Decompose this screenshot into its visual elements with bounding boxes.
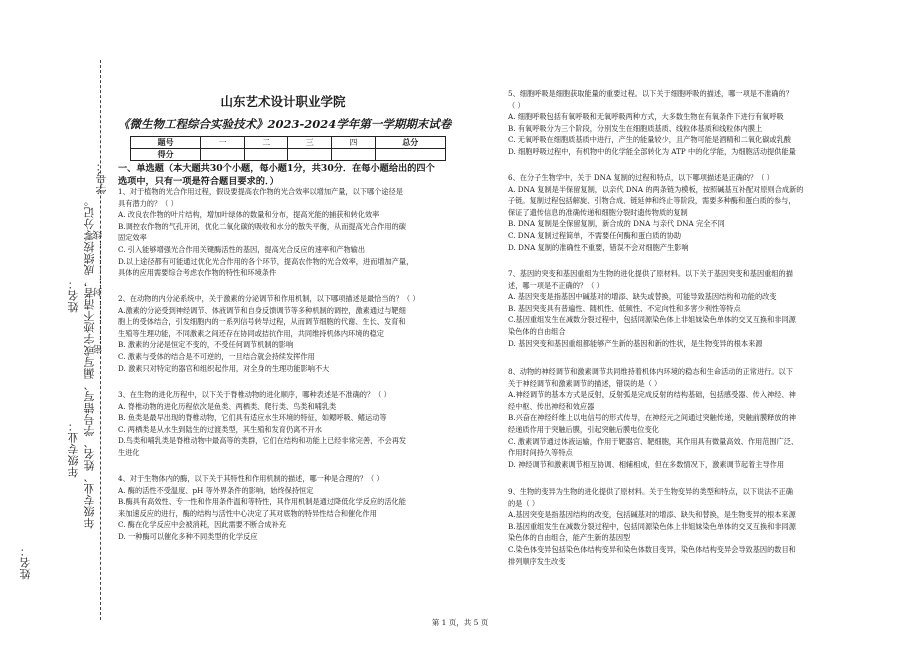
- question-line: 的是（ ）: [508, 498, 540, 508]
- question-line: A. DNA 复制是半保留复制，以亲代 DNA 的两条链为模板，按照碱基互补配对原则合成新的: [508, 184, 804, 194]
- school-name: 山东艺术设计职业学院: [220, 94, 346, 109]
- question-stem: 1、对于植物的光合作用过程，假设要提高农作物的光合效率以增加产量，以下哪个途径是: [118, 187, 403, 196]
- question-block: [508, 88, 838, 158]
- score-row-label: 得分: [131, 149, 201, 161]
- binding-strip: [0, 0, 115, 651]
- question-stem: 4、对于生物体内的酶，以下关于其特性和作用机制的描述，哪一种是合理的？（ ）: [118, 474, 384, 483]
- question-block: [508, 268, 838, 349]
- score-header-cell: 题号: [131, 137, 201, 149]
- question-stem: 8、动物的神经调节和激素调节共同维持着机体内环境的稳态和生命活动的正常进行。以下: [508, 367, 793, 376]
- question-line: C.基因重组发生在减数分裂过程中，包括同源染色体上非姐妹染色单体的交叉互换和非同源: [508, 315, 796, 325]
- question-line: B. 有氧呼吸分为三个阶段，分别发生在细胞质基质、线粒体基质和线粒体内膜上: [508, 123, 763, 133]
- question-block: [508, 366, 838, 470]
- question-line: D. 激素只对特定的器官和组织起作用，对全身的生理功能影响不大: [118, 363, 330, 373]
- question-line: 述，哪一项是不正确的？（ ）: [508, 280, 604, 290]
- question-line: D. 一种酶可以催化多种不同类型的化学反应: [118, 531, 258, 541]
- question-line: B.调控农作物的气孔开闭，优化二氧化碳的吸收和水分的散失平衡，从而提高光合作用的碳: [118, 221, 406, 231]
- question-line: 胞上的受体结合，引发细胞内的一系列信号转导过程，从而调节细胞的代谢、生长、发育和: [118, 317, 406, 327]
- section-heading-line: 选项中，只有一项是符合题目要求的．）: [118, 176, 279, 187]
- score-header-cell: 一: [201, 137, 245, 149]
- question-block: [508, 486, 838, 567]
- question-line: 具体的应用需要综合考虑农作物的特性和环境条件: [118, 268, 277, 278]
- question-line: C. 激素与受体的结合是不可逆的，一旦结合就会持续发挥作用: [118, 351, 315, 361]
- score-header-cell: 四: [332, 137, 376, 149]
- question-line: 生进化: [118, 447, 140, 457]
- question-line: C. 酶在化学反应中会被消耗，因此需要不断合成补充: [118, 520, 286, 530]
- question-stem: 6、在分子生物学中，关于 DNA 复制的过程和特点，以下哪项描述是正确的？（ ）: [508, 173, 774, 182]
- question-line: A. 基因突变是指基因中碱基对的增添、缺失或替换，可能导致基因结构和功能的改变: [508, 292, 777, 302]
- question-stem: 9、生物的变异为生物的进化提供了原材料。关于生物变异的类型和特点，以下说法不正确: [508, 487, 793, 496]
- question-line: C. 引入能够增强光合作用关键酶活性的基因，提高光合反应的速率和产物输出: [118, 244, 366, 254]
- question-line: C. DNA 复制过程简单，不需要任何酶和蛋白质的协助: [508, 230, 682, 240]
- question-line: 固定效率: [118, 233, 147, 243]
- question-line: B. 基因突变具有普遍性、随机性、低频性、不定向性和多害少利性等特点: [508, 303, 741, 313]
- seal-line-text: 密……………封……………线: [94, 230, 104, 354]
- question-line: 保证了遗传信息的准确传递和细胞分裂时遗传物质的复制: [508, 207, 688, 217]
- name-label: 姓名：: [67, 278, 80, 313]
- exam-title: 《微生物工程综合实验技术》2023-2024学年第一学期期末试卷: [118, 117, 452, 131]
- question-line: C. 无氧呼吸在细胞质基质中进行，产生的能量较少，且产物可能是酒精和二氧化碳或乳酸: [508, 135, 791, 145]
- question-stem: 3、在生物的进化历程中，以下关于脊椎动物的进化顺序，哪种表述是不准确的？（ ）: [118, 390, 391, 399]
- question-line: B. 激素的分泌是恒定不变的，不受任何调节机制的影响: [118, 340, 294, 350]
- question-line: A.基因突变是指基因结构的改变，包括碱基对的增添、缺失和替换，是生物变异的根本来源: [508, 510, 796, 520]
- question-line: D.鸟类和哺乳类是脊椎动物中最高等的类群，它们在结构和功能上已经非常完善，不会再发: [118, 436, 407, 446]
- question-line: D. 基因突变和基因重组都能够产生新的基因和新的性状，是生物变异的根本来源: [508, 338, 763, 348]
- question-line: A.神经调节的基本方式是反射，反射弧是完成反射的结构基础，包括感受器、传入神经、神: [508, 390, 796, 400]
- score-header-cell: 三: [288, 137, 332, 149]
- score-cell: [244, 149, 288, 161]
- question-line: D. 细胞呼吸过程中，有机物中的化学能全部转化为 ATP 中的化学能，为细胞活动提供能量: [508, 146, 796, 156]
- question-line: A.激素的分泌受到神经调节、体液调节和自身反馈调节等多种机制的调控，激素通过与靶细: [118, 305, 406, 315]
- question-block: [118, 389, 448, 459]
- score-table: [130, 136, 446, 161]
- question-line: 来加速反应的进行，酶的结构与活性中心决定了其对底物的特异性结合和催化作用: [118, 508, 377, 518]
- question-line: 生殖等生理功能，不同激素之间还存在协同或拮抗作用，共同维持机体内环境的稳定: [118, 328, 384, 338]
- surname-label: 姓名：: [19, 545, 32, 580]
- question-line: B.基因重组发生在减数分裂过程中，包括同源染色体上非姐妹染色单体的交叉互换和非同源: [508, 521, 796, 531]
- section-heading-line: 一、单选题（本大题共30个小题，每小题1分，共30分．在每小题给出的四个: [118, 163, 435, 174]
- score-header-cell: 二: [244, 137, 288, 149]
- question-line: 经递质作用于突触后膜，引起突触后膜电位变化: [508, 424, 659, 434]
- question-line: 染色体的自由组合，能产生新的基因型: [508, 533, 631, 543]
- question-line: C. 两栖类是从水生到陆生的过渡类型，其生殖和发育仍离不开水: [118, 424, 322, 434]
- question-line: 子链。复制过程包括解旋、引物合成、链延伸和终止等阶段，需要多种酶和蛋白质的参与，: [508, 196, 796, 206]
- page-footer: 第 1 页，共 5 页: [431, 618, 489, 627]
- question-line: D.以上途径都有可能通过优化光合作用的各个环节，提高农作物的光合效率，进而增加产量，: [118, 256, 414, 266]
- question-block: [118, 473, 448, 543]
- question-line: 排列顺序发生改变: [508, 556, 566, 566]
- question-line: 具有潜力的？（ ）: [118, 198, 178, 208]
- question-line: A. 酶的活性不受温度、pH 等外界条件的影响，始终保持恒定: [118, 485, 314, 495]
- question-stem: 2、在动物的内分泌系统中，关于激素的分泌调节和作用机制，以下哪项描述是最恰当的？（ ）: [118, 294, 420, 303]
- question-line: D. DNA 复制的准确性不重要，错误不会对细胞产生影响: [508, 242, 689, 252]
- score-cell: [375, 149, 445, 161]
- question-stem: 7、基因的突变和基因重组为生物的进化提供了原材料。以下关于基因突变和基因重组的描: [508, 269, 793, 278]
- notice-text: 年级专业、姓名、学号错写、漏写或字迹不清者，成绩按零分记。: [83, 195, 96, 529]
- score-cell: [201, 149, 245, 161]
- question-line: C.染色体变异包括染色体结构变异和染色体数目变异，染色体结构变异会导致基因的数目和: [508, 544, 796, 554]
- score-header-cell: 总分: [375, 137, 445, 149]
- question-line: 关于神经调节和激素调节的描述，错误的是（ ）: [508, 378, 662, 388]
- question-line: 染色体的自由组合: [508, 326, 566, 336]
- section-heading: [118, 162, 448, 188]
- question-line: B. 鱼类是最早出现的脊椎动物，它们具有适应水生环境的特征，如鳃呼吸、鳍运动等: [118, 413, 387, 423]
- score-cell: [288, 149, 332, 161]
- question-block: [118, 186, 448, 279]
- question-line: A. 改良农作物的叶片结构，增加叶绿体的数量和分布，提高光能的捕获和转化效率: [118, 210, 380, 220]
- question-line: B.兴奋在神经纤维上以电信号的形式传导，在神经元之间通过突触传递，突触前膜释放的神: [508, 413, 796, 423]
- question-line: A. 脊椎动物的进化历程依次是鱼类、两栖类、爬行类、鸟类和哺乳类: [118, 401, 337, 411]
- question-line: C. 激素调节通过体液运输，作用于靶器官、靶细胞，其作用具有微量高效、作用范围广泛、: [508, 436, 799, 446]
- question-line: 经中枢、传出神经和效应器: [508, 401, 595, 411]
- student-id-label: 学号：: [95, 160, 108, 195]
- question-line: 作用时间持久等特点: [508, 448, 573, 458]
- question-line: （ ）: [508, 100, 525, 110]
- question-line: D. 神经调节和激素调节相互协调、相辅相成，但在多数情况下，激素调节起着主导作用: [508, 459, 785, 469]
- question-stem: 5、细胞呼吸是细胞获取能量的重要过程。以下关于细胞呼吸的描述，哪一项是不准确的？: [508, 89, 793, 98]
- grade-major-label: 年级专业：: [67, 420, 80, 478]
- question-block: [508, 172, 838, 253]
- score-cell: [332, 149, 376, 161]
- question-line: B. DNA 复制是全保留复制，新合成的 DNA 与亲代 DNA 完全不同: [508, 219, 725, 229]
- question-block: [118, 293, 448, 374]
- question-line: A. 细胞呼吸包括有氧呼吸和无氧呼吸两种方式，大多数生物在有氧条件下进行有氧呼吸: [508, 112, 784, 122]
- question-line: B.酶具有高效性、专一性和作用条件温和等特性，其作用机制是通过降低化学反应的活化能: [118, 497, 406, 507]
